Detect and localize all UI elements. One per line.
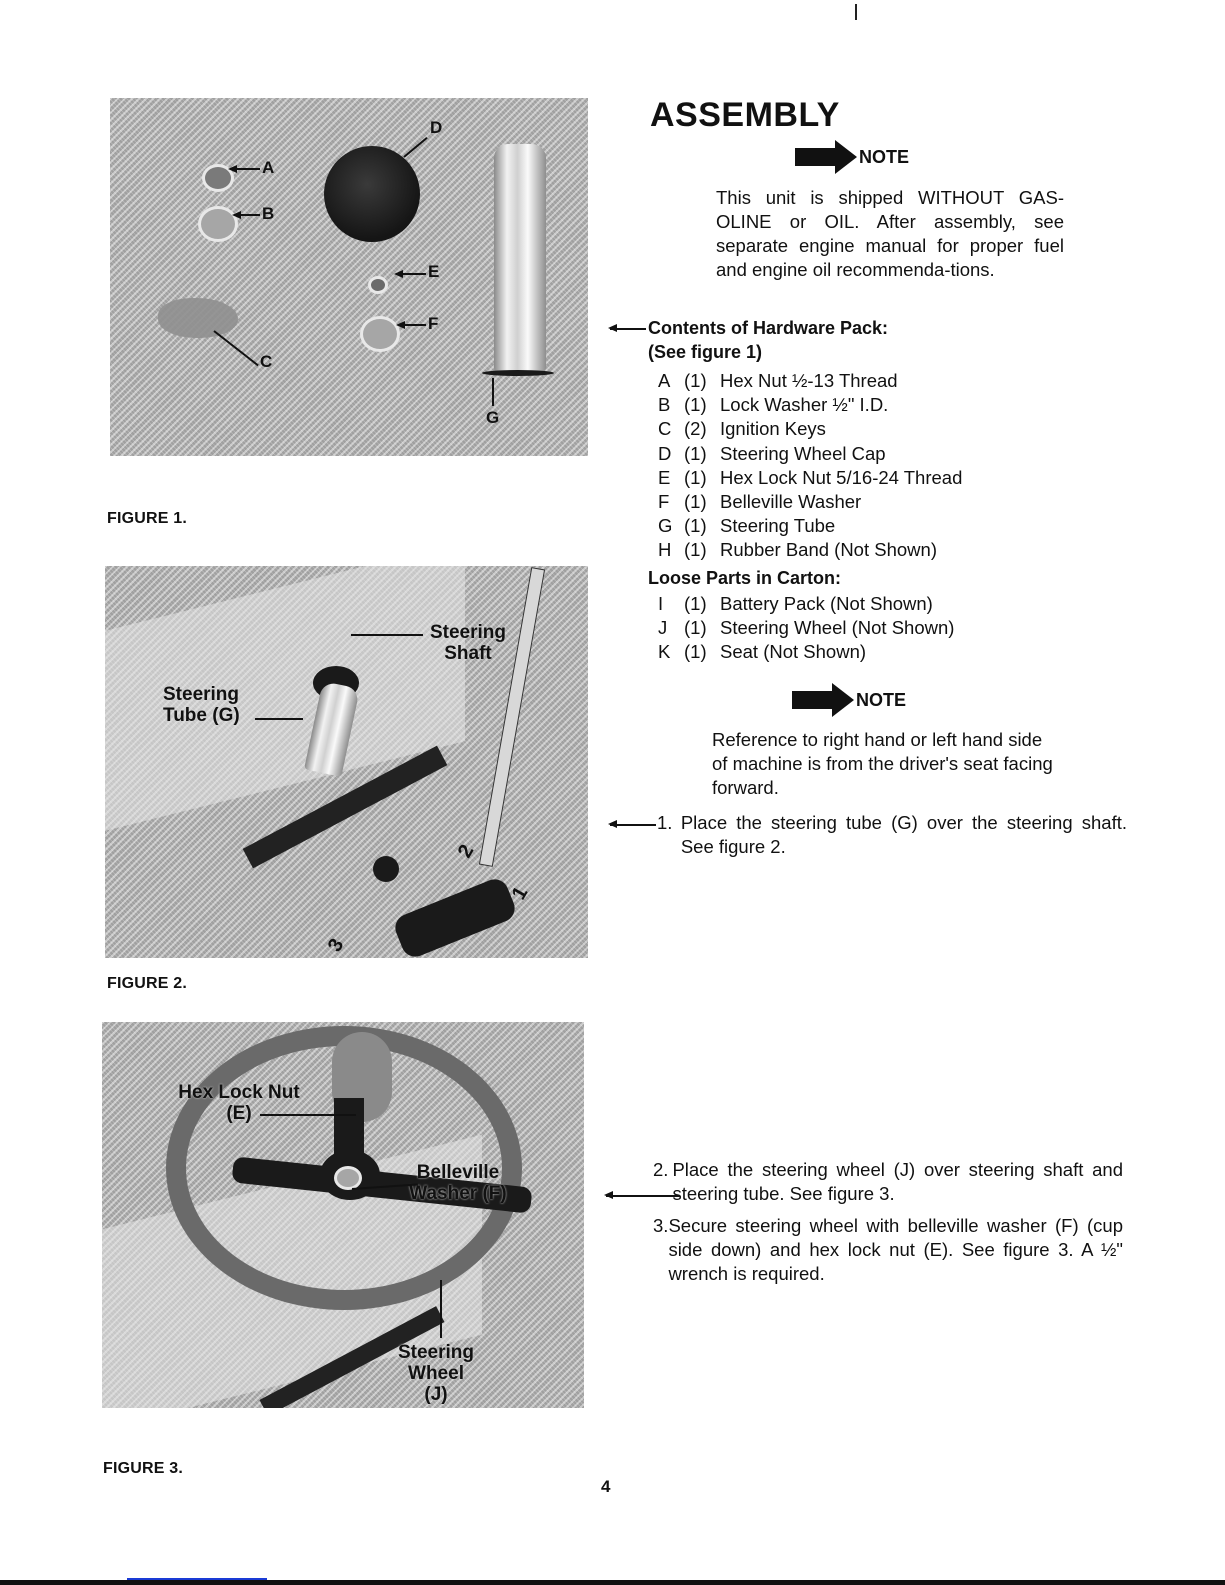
note-1-text: This unit is shipped WITHOUT GAS-OLINE or OIL. After assembly, see separate engine manual for proper fuel and engine oil recommenda-tions. <box>716 187 1064 280</box>
shift-number-3: 3 <box>323 934 349 956</box>
callout-e: E <box>428 262 440 281</box>
callout-hex-lock-nut: Hex Lock Nut (E) <box>178 1082 300 1124</box>
figure-1-caption: FIGURE 1. <box>107 510 188 527</box>
figure-1-photo <box>110 98 588 456</box>
leader-c <box>213 330 258 366</box>
figure-2-photo <box>105 566 588 958</box>
callout-b: B <box>262 204 275 223</box>
list-item: K (1) Seat (Not Shown) <box>658 641 867 663</box>
hardware-pack-subheading: (See figure 1) <box>648 342 763 362</box>
belleville-washer-f <box>360 316 400 352</box>
list-item: F (1) Belleville Washer <box>658 491 862 513</box>
steering-wheel-cap-d <box>324 146 420 242</box>
arrowhead-f <box>396 321 405 329</box>
leader-f <box>402 324 426 326</box>
shift-number-2: 2 <box>453 840 479 862</box>
margin-arrow-step-1 <box>610 824 656 826</box>
callout-c: C <box>260 352 273 371</box>
callout-a: A <box>262 158 275 177</box>
page-number: 4 <box>601 1477 611 1496</box>
figure-2-caption: FIGURE 2. <box>107 975 188 992</box>
list-item: E (1) Hex Lock Nut 5/16-24 Thread <box>658 466 963 488</box>
right-arrow-icon <box>792 683 854 717</box>
list-item: H (1) Rubber Band (Not Shown) <box>658 539 937 561</box>
step-1: 1. Place the steering tube (G) over the steering shaft. See figure 2. <box>657 812 1127 857</box>
shift-gate <box>391 875 519 958</box>
leader-a <box>234 168 260 170</box>
loose-parts-list <box>658 592 954 665</box>
list-item: A (1) Hex Nut ½-13 Thread <box>658 370 898 391</box>
list-item: D (1) Steering Wheel Cap <box>658 442 886 464</box>
hub-column <box>334 1098 364 1158</box>
console-panel <box>105 566 465 831</box>
leader-hex-lock-nut <box>260 1114 356 1116</box>
leader-steering-shaft <box>351 634 423 636</box>
callout-steering-wheel: Steering Wheel (J) <box>397 1342 475 1405</box>
list-item: G (1) Steering Tube <box>658 515 836 537</box>
arrowhead-e <box>394 270 403 278</box>
arrowhead-a <box>228 165 237 173</box>
washer-photo <box>334 1166 362 1190</box>
note-1-header <box>795 140 909 174</box>
list-item: J (1) Steering Wheel (Not Shown) <box>658 617 955 639</box>
leader-d <box>403 137 427 158</box>
loose-parts-heading: Loose Parts in Carton: <box>648 568 842 588</box>
margin-arrow-hardware <box>610 328 646 330</box>
leader-steering-wheel <box>440 1280 442 1338</box>
rod <box>479 567 545 867</box>
callout-f: F <box>428 314 439 333</box>
scan-edge <box>0 1580 1225 1585</box>
step-3: 3. Secure steering wheel with belleville washer (F) (cup side down) and hex lock nut (E). See figure 3. A ½" wrench is required. <box>653 1215 1123 1284</box>
step-2: 2. Place the steering wheel (J) over steering shaft and steering tube. See figure 3. <box>653 1159 1123 1204</box>
figure-3-photo <box>102 1022 584 1408</box>
arrowhead-b <box>232 211 241 219</box>
note-2-header <box>792 683 906 717</box>
hex-lock-nut-e <box>368 276 388 294</box>
callout-steering-shaft: Steering Shaft <box>429 622 507 664</box>
shift-number-1: 1 <box>507 882 533 904</box>
callout-belleville-washer: Belleville Washer (F) <box>409 1162 507 1204</box>
right-arrow-icon <box>795 140 857 174</box>
list-item: I (1) Battery Pack (Not Shown) <box>658 593 933 614</box>
list-item: C (2) Ignition Keys <box>658 418 826 440</box>
note-2-label: NOTE <box>856 689 907 710</box>
hardware-pack-heading: Contents of Hardware Pack: <box>648 318 889 338</box>
tube-shadow <box>482 370 554 376</box>
leader-e <box>400 273 426 275</box>
section-title: ASSEMBLY <box>650 96 840 134</box>
list-item: B (1) Lock Washer ½" I.D. <box>658 394 889 416</box>
leader-steering-tube <box>255 718 303 720</box>
leader-g <box>492 378 494 406</box>
scan-mark <box>855 4 857 20</box>
shift-knob <box>373 856 399 882</box>
callout-d: D <box>430 118 443 137</box>
callout-steering-tube: Steering Tube (G) <box>163 684 240 726</box>
figure-3-caption: FIGURE 3. <box>103 1460 184 1477</box>
leader-b <box>238 214 260 216</box>
ignition-keys-c <box>158 298 238 338</box>
callout-g: G <box>486 408 500 427</box>
steering-tube-g <box>494 144 546 372</box>
note-2-text: Reference to right hand or left hand side of machine is from the driver's seat facing forward. <box>712 729 1053 798</box>
note-1-label: NOTE <box>859 146 910 167</box>
hardware-pack-list <box>658 369 962 563</box>
